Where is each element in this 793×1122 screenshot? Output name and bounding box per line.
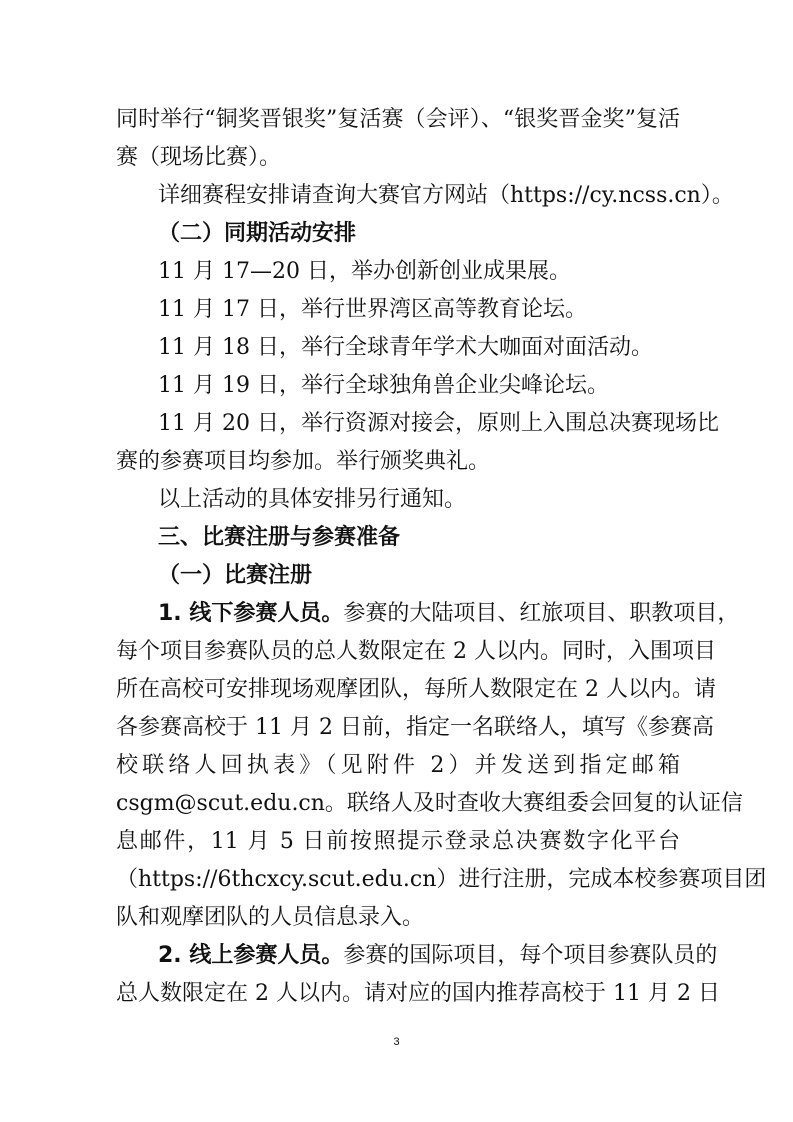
- text-line: 11 月 17 日，举行世界湾区高等教育论坛。: [158, 297, 587, 322]
- text-line: （https://6thcxcy.scut.edu.cn）进行注册，完成本校参赛项目团: [116, 867, 767, 892]
- text-line: 所在高校可安排现场观摩团队，每所人数限定在 2 人以内。请: [116, 677, 716, 702]
- text-line: 11 月 17—20 日，举办创新创业成果展。: [158, 259, 571, 284]
- page-number: 3: [393, 1036, 400, 1048]
- text-line: 以上活动的具体安排另行通知。: [158, 487, 467, 512]
- paragraph-title: 2. 线上参赛人员。: [158, 943, 344, 968]
- paragraph-text: 参赛的国际项目，每个项目参赛队员的: [343, 943, 718, 968]
- paragraph-title: 1. 线下参赛人员。: [158, 601, 344, 626]
- text-line: 赛（现场比赛）。: [116, 145, 282, 170]
- text-line: 11 月 19 日，举行全球独角兽企业尖峰论坛。: [158, 373, 609, 398]
- text-line: 息邮件，11 月 5 日前按照提示登录总决赛数字化平台: [116, 829, 680, 854]
- text-line: 11 月 18 日，举行全球青年学术大咖面对面活动。: [158, 335, 653, 360]
- paragraph-line: [158, 943, 718, 969]
- text-line: 详细赛程安排请查询大赛官方网站（https://cy.ncss.cn）。: [158, 183, 734, 208]
- paragraph-line: [158, 601, 740, 627]
- text-line: 各参赛高校于 11 月 2 日前，指定一名联络人，填写《参赛高: [116, 715, 714, 740]
- section-heading: （二）同期活动安排: [158, 221, 357, 246]
- paragraph-text: 参赛的大陆项目、红旅项目、职教项目，: [343, 601, 740, 626]
- text-line: 同时举行“铜奖晋银奖”复活赛（会评）、“银奖晋金奖”复活: [116, 107, 680, 132]
- subsection-heading: （一）比赛注册: [158, 563, 313, 588]
- text-line: 每个项目参赛队员的总人数限定在 2 人以内。同时，入围项目: [116, 639, 716, 664]
- text-line: 赛的参赛项目均参加。举行颁奖典礼。: [116, 449, 491, 474]
- text-line: 总人数限定在 2 人以内。请对应的国内推荐高校于 11 月 2 日: [116, 981, 720, 1006]
- section-heading: 三、比赛注册与参赛准备: [158, 525, 401, 550]
- text-line: csgm@scut.edu.cn。联络人及时查收大赛组委会回复的认证信: [116, 791, 743, 816]
- text-line: 11 月 20 日，举行资源对接会，原则上入围总决赛现场比: [158, 411, 719, 436]
- text-line: 队和观摩团队的人员信息录入。: [116, 905, 425, 930]
- text-line: 校联络人回执表》（见附件 2）并发送到指定邮箱: [116, 753, 680, 778]
